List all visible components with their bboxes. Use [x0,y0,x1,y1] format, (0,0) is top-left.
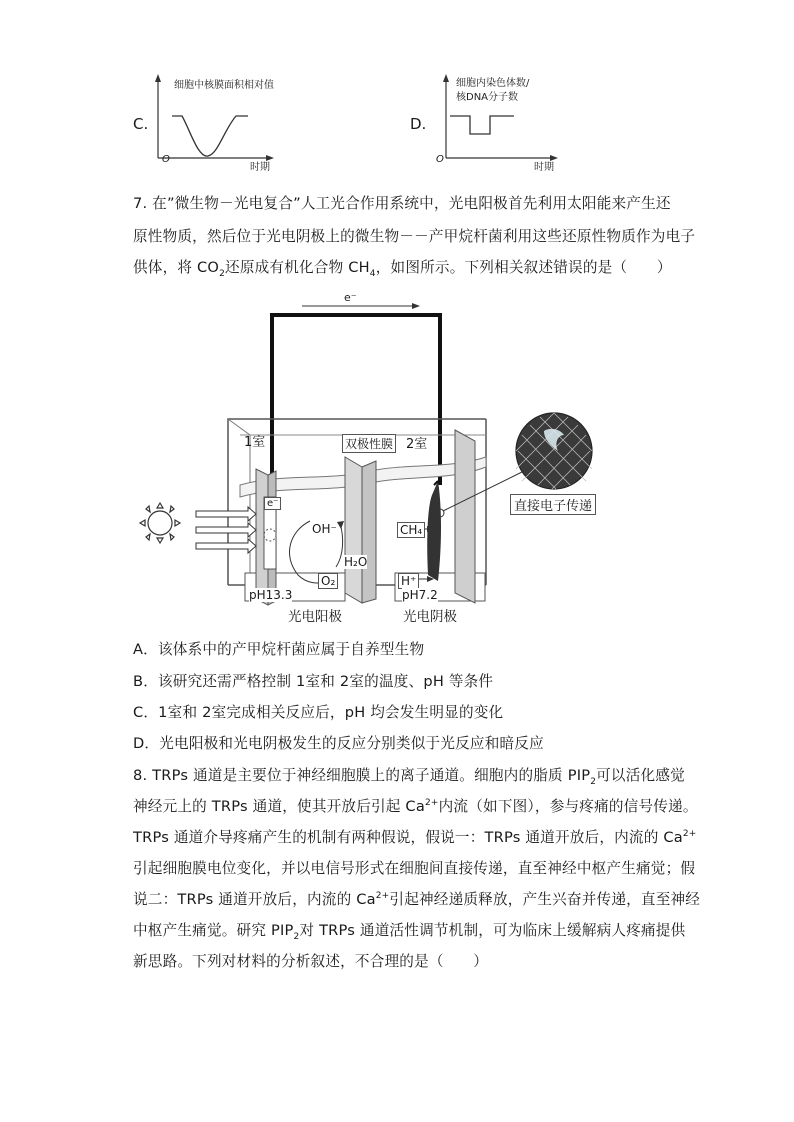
ph2-label: pH7.2 [402,588,438,602]
q7-line1: 7. 在”微生物－光电复合”人工光合作用系统中，光电阳极首先利用太阳能来产生还 [133,195,671,212]
graph-d [430,70,570,175]
q7-diagram [130,285,620,630]
oh-label: OH⁻ [312,522,337,536]
q8-line5: 说二：TRPs 通道开放后，内流的 $Ca^{2+}$引起神经递质释放，产生兴奋并传递，直至神经 [133,891,701,908]
q7-option-d: D．光电阳极和光电阴极发生的反应分别类似于光反应和暗反应 [133,735,544,752]
q8-line2: 神经元上的 TRPs 通道，使其开放后引起 $Ca^{2+}$内流（如下图），参与疼痛的信号传递。 [133,798,698,815]
ch4-label: CH₄ [397,522,425,538]
h2o-label: H₂O [344,555,368,569]
electron-label: e⁻ [344,291,357,304]
electron-small-label: e⁻ [264,497,281,510]
graph-d-ylabel-1: 细胞内染色体数/ [456,78,530,89]
q7-option-a: A．该体系中的产甲烷杆菌应属于自养型生物 [133,641,425,658]
q7-option-c: C．1室和 2室完成相关反应后，pH 均会发生明显的变化 [133,704,504,721]
q7-line2: 原性物质，然后位于光电阴极上的微生物－－产甲烷杆菌利用这些还原性物质作为电子 [133,228,696,245]
graph-d-xlabel: 时期 [534,162,554,173]
graph-c-origin: O [162,154,170,165]
cathode-label: 光电阴极 [403,609,457,625]
q8-line1: 8. TRPs 通道是主要位于神经细胞膜上的离子通道。细胞内的脂质 $PIP_2$可以活化感觉 [133,767,685,787]
membrane-label: 双极性膜 [342,434,396,453]
graph-c-xlabel: 时期 [250,162,270,173]
q7-option-b: B．该研究还需严格控制 1室和 2室的温度、pH 等条件 [133,673,494,690]
graph-c [150,70,290,175]
q8-line3: TRPs 通道介导疼痛产生的机制有两种假说，假说一：TRPs 通道开放后，内流的 $Ca^{2+}$ [133,829,697,846]
o2-label: O₂ [318,573,338,589]
room1-label: 1室 [244,435,266,450]
q8-line7: 新思路。下列对材料的分析叙述，不合理的是（ ） [133,953,489,970]
graph-d-origin: O [436,154,444,165]
anode-label: 光电阳极 [288,609,342,625]
graph-c-ylabel: 细胞中核膜面积相对值 [174,80,274,91]
direct-transfer-label: 直接电子传递 [510,494,596,515]
graph-d-ylabel-2: 核DNA分子数 [456,92,519,103]
q7-line3: 供体，将 $CO_2$还原成有机化合物 $CH_4$，如图所示。下列相关叙述错误的是（ ） [133,259,672,279]
ph1-label: pH13.3 [249,588,293,602]
q8-line4: 引起细胞膜电位变化，并以电信号形式在细胞间直接传递，直至神经中枢产生痛觉；假 [133,860,696,877]
option-c-label: C. [133,115,149,133]
h-plus-label: H⁺ [398,573,419,589]
q8-line6: 中枢产生痛觉。研究 $PIP_2$对 TRPs 通道活性调节机制，可为临床上缓解病人疼痛提供 [133,922,686,942]
option-d-label: D. [410,115,427,133]
room2-label: 2室 [406,437,428,452]
